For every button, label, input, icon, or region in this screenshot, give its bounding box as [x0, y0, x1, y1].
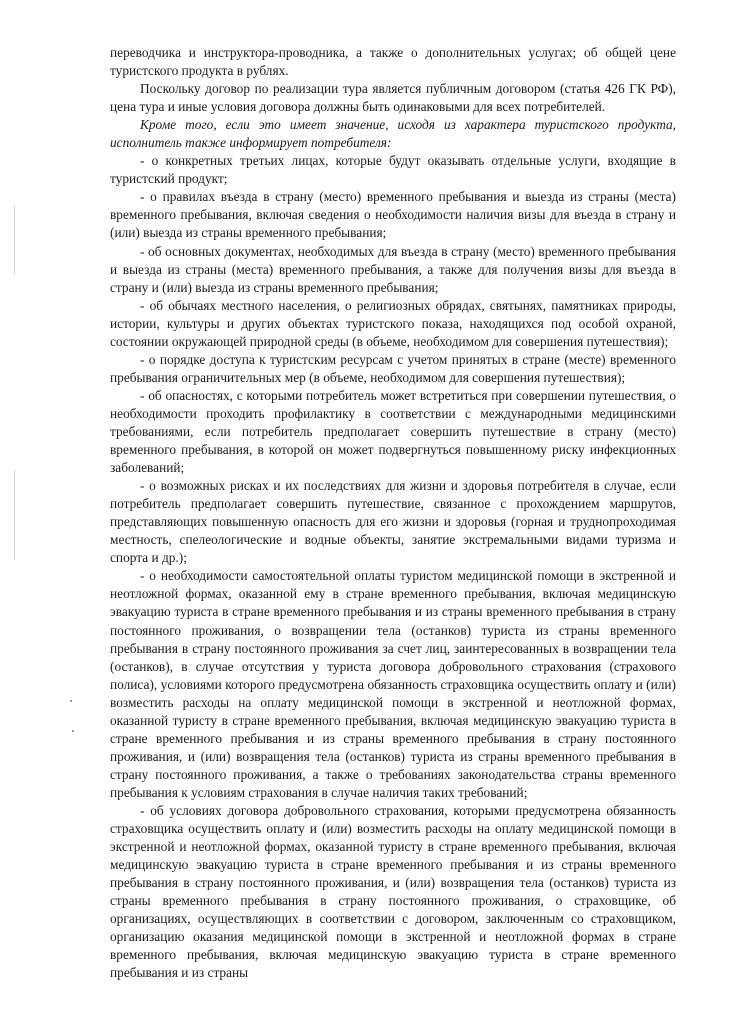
paragraph-public-contract: Поскольку договор по реализации тура является публичным договором (статья 426 ГК РФ), цена тура и иные условия договора должны быть одинаковыми для всех потребителей.: [110, 81, 676, 115]
list-item-insurance-terms: - об условиях договора добровольного страхования, которыми предусмотрена обязанность страховщика осуществить оплату и (или) возместить расходы на оплату медицинской помощи в экстренной и неотложной формах, оказанной туристу в стране временного пребывания, включая медицинскую эвакуацию туриста в стране временного пребывания и из страны временного пребывания в страну постоянного проживания, и (или) возвращения тела (останков) туриста из страны временного пребывания в страну постоянного проживания, о страховщике, об организациях, осуществляющих в соответствии с договором, заключенным со страховщиком, организацию оказания медицинской помощи в экстренной и неотложной формах в стране временного пребывания, включая медицинскую эвакуацию туриста в стране временного пребывания и из страны: [110, 802, 676, 981]
list-item-self-payment: - о необходимости самостоятельной оплаты туристом медицинской помощи в экстренной и неотложной формах, оказанной ему в стране временного пребывания, включая медицинскую эвакуацию туриста в стране временного пребывания и из страны временного пребывания в страну постоянного проживания, о возвращении тела (останков) туриста из страны временного пребывания в страну постоянного проживания за счет лиц, заинтересованных в возвращении тела (останков), в случае отсутствия у туриста договора добровольного страхования (страхового полиса), условиями которого предусмотрена обязанность страховщика осуществить оплату и (или) возместить расходы на оплату медицинской помощи в экстренной и неотложной формах, оказанной туристу в стране временного пребывания, включая медицинскую эвакуацию туриста в стране временного пребывания и из страны временного пребывания в страну постоянного проживания, и (или) возвращения тела (останков) туриста из страны временного пребывания в страну постоянного проживания, а также о требованиях законодательства страны временного пребывания к условиям страхования в случае наличия таких требований;: [110, 568, 676, 800]
scan-mark-low2: [72, 730, 74, 732]
list-item-dangers: - об опасностях, с которыми потребитель может встретиться при совершении путешествия, о необходимости проходить профилактику в соответствии с международными медицинскими требованиями, если потребитель предполагает совершить путешествие в страну (место) временного пребывания, в которой он может подвергнуться повышенному риску инфекционных заболеваний;: [110, 387, 676, 476]
document-page: [110, 44, 676, 982]
list-item-customs: - об обычаях местного населения, о религиозных обрядах, святынях, памятниках природы, истории, культуры и других объектах туристского показа, находящихся под особой охраной, состоянии окружающей природной среды (в объеме, необходимом для совершения путешествия);: [110, 297, 676, 349]
list-item-documents: - об основных документах, необходимых для въезда в страну (место) временного пребывания и выезда из страны (места) временного пребывания, а также для получения визы для въезда в страну и (или) выезда из страны временного пребывания;: [110, 243, 676, 295]
list-item-entry-rules: - о правилах въезда в страну (место) временного пребывания и выезда из страны (места) временного пребывания, включая сведения о необходимости наличия визы для въезда в страну и (или) выезда из страны временного пребывания;: [110, 189, 676, 241]
list-item-third-parties: - о конкретных третьих лицах, которые будут оказывать отдельные услуги, входящие в туристский продукт;: [110, 153, 676, 187]
list-item-access: - о порядке доступа к туристским ресурсам с учетом принятых в стране (месте) временного пребывания ограничительных мер (в объеме, необходимом для совершения путешествия);: [110, 351, 676, 385]
paragraph-lead-in: Кроме того, если это имеет значение, исходя из характера туристского продукта, исполнитель также информирует потребителя:: [110, 117, 676, 151]
scan-mark-low: [70, 700, 72, 702]
scan-mark-top: [14, 205, 15, 275]
scan-mark-mid: [14, 470, 15, 560]
list-item-risks: - о возможных рисках и их последствиях для жизни и здоровья потребителя в случае, если потребитель предполагает совершить путешествие, связанное с прохождением маршрутов, представляющих повышенную опасность для его жизни и здоровья (горная и труднопроходимая местность, спелеологические и водные объекты, занятие экстремальными видами туризма и спорта и др.);: [110, 478, 676, 566]
paragraph-continuation: переводчика и инструктора-проводника, а также о дополнительных услугах; об общей цене туристского продукта в рублях.: [110, 45, 676, 79]
